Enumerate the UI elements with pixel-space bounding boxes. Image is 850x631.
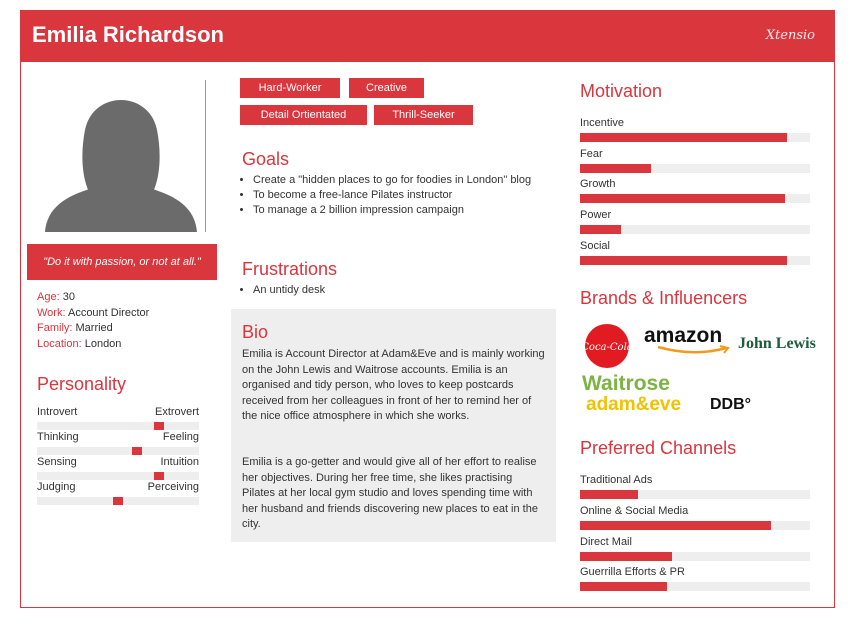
adam-eve-logo: adam&eve [586,394,682,415]
amazon-logo: amazon [644,324,722,348]
goal-item: • To manage a 2 billion impression campaign [253,203,553,218]
channel-bar [580,582,667,591]
motivation-row: Fear [580,148,810,160]
goals-title: Goals [242,149,290,169]
frustrations-list [237,283,553,298]
trait-marker [154,472,164,480]
john-lewis-logo: John Lewis [738,335,816,352]
tag-creative: Creative [349,78,424,98]
channel-row: Traditional Ads [580,474,810,486]
goals-list [237,173,553,218]
motivation-row: Social [580,240,810,252]
motivation-bar [580,164,651,173]
persona-quote: "Do it with passion, or not at all." [27,244,217,280]
fact-work: Work: Account Director [37,306,150,319]
personality-title: Personality [37,374,127,394]
frustration-item: • An untidy desk [253,283,553,298]
motivation-row: Power [580,209,810,221]
channels-title: Preferred Channels [580,438,737,458]
header-bar [20,10,835,62]
xtensio-logo[interactable]: Xtensio [765,28,815,43]
channel-row: Online & Social Media [580,505,810,517]
fact-location: Location: London [37,337,122,350]
person-silhouette-icon [37,80,205,232]
bio-panel [231,309,556,542]
channel-bar [580,552,672,561]
trait-slider [37,447,199,455]
motivation-bar [580,133,787,142]
bio-title: Bio [242,322,269,342]
channel-row: Direct Mail [580,536,810,548]
amazon-smile-icon [656,345,736,355]
goal-item: • Create a "hidden places to go for foodies in London" blog [253,173,553,188]
bio-paragraph: Emilia is a go-getter and would give all of her effort to realise her objectives. During her free time, she likes practising Pilates at her local gym studio and loves spending time with her husband and friends discovering new places to eat in the city. [242,456,538,530]
motivation-bar [580,256,787,265]
goal-item: • To become a free-lance Pilates instructor [253,188,553,203]
bio-paragraph: Emilia is Account Director at Adam&Eve and is mainly working on the John Lewis and Waitrose accounts. Emilia is an organised and tidy person, who loves to keep postcards received from her colleagues in front of her to remind her of the nice office atmosphere in which she works. [242,348,545,422]
persona-name: Emilia Richardson [32,22,224,47]
fact-family: Family: Married [37,322,113,334]
channel-bar [580,521,771,530]
motivation-bar [580,225,621,234]
coca-cola-text: Coca-Cola [582,342,632,353]
motivation-title: Motivation [580,81,663,101]
avatar [37,80,205,232]
brands-title: Brands & Influencers [580,288,748,308]
trait-marker [113,497,123,505]
ddb-logo: DDB° [710,396,752,413]
trait-slider [37,497,199,505]
tag-hard-worker: Hard-Worker [240,78,340,98]
photo-divider [205,80,206,232]
trait-marker [154,422,164,430]
channel-bar [580,490,638,499]
channel-row: Guerrilla Efforts & PR [580,566,810,578]
waitrose-logo: Waitrose [582,372,670,395]
trait-marker [132,447,142,455]
motivation-row: Growth [580,178,810,190]
trait-slider [37,422,199,430]
motivation-row: Incentive [580,117,810,129]
coca-cola-logo [582,324,632,368]
persona-facts [37,290,149,352]
frustrations-title: Frustrations [242,259,338,279]
trait-slider [37,472,199,480]
motivation-bar [580,194,785,203]
tag-detail-orientated: Detail Ortientated [240,105,367,125]
tag-thrill-seeker: Thrill-Seeker [374,105,473,125]
fact-age: Age: 30 [37,291,75,303]
